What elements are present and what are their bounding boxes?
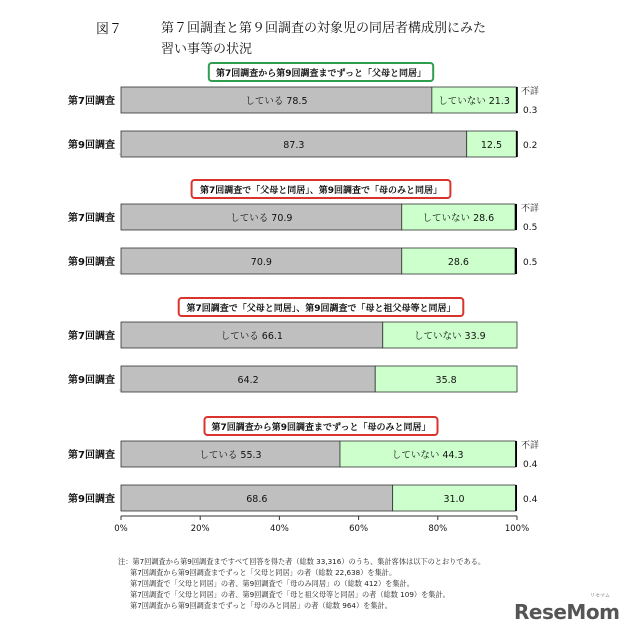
footnote-line: 注：第7回調査から第9回調査まですべて回答を得た者（総数 33,316）のうち、集計客体は以下のとおりである。 [118,557,486,566]
x-axis-tick-label: 0% [114,524,128,534]
data-label-not-doing: していない 33.9 [414,331,486,342]
row-label: 第7回調査 [68,213,115,224]
data-label-not-doing: 31.0 [443,494,465,505]
data-label-doing: している 55.3 [199,450,262,461]
data-label-unknown: 0.5 [523,223,538,233]
watermark-small-text: リセマム [590,593,610,599]
row-label: 第9回調査 [68,140,115,151]
data-label-not-doing: 12.5 [480,140,503,151]
bar-segment-unknown [515,248,517,274]
group-title: 第7回調査から第9回調査までずっと「父母と同居」 [216,69,426,79]
row-label: 第7回調査 [68,96,115,107]
data-label-doing: 70.9 [250,257,272,268]
x-axis-tick-label: 20% [190,524,210,534]
group-title: 第7回調査から第9回調査までずっと「母のみと同居」 [211,423,431,433]
data-label-doing: 68.6 [246,494,268,505]
x-axis-tick-label: 60% [349,524,369,534]
footnotes [118,556,485,611]
bar-segment-unknown [516,87,518,113]
x-axis-tick-label: 40% [269,524,289,534]
figure-number: 図７ [96,22,123,37]
row-label: 第7回調査 [68,331,115,342]
row-label: 第9回調査 [68,257,115,268]
data-label-doing: している 66.1 [220,331,283,342]
row-label: 第7回調査 [68,450,115,461]
chart-title-line-1: 第７回調査と第９回調査の対象児の同居者構成別にみた [161,21,487,36]
data-label-not-doing: していない 28.6 [422,213,495,224]
footnote-line: 第7回調査で「父母と同居」の者、第9回調査で「母と祖父母等と同居」の者（総数 109）を集計。 [130,590,450,599]
data-label-unknown-name: 不詳 [521,87,540,97]
data-label-not-doing: していない 44.3 [391,450,464,461]
data-label-unknown: 0.4 [523,460,538,470]
data-label-doing: している 78.5 [245,96,308,107]
data-label-not-doing: 28.6 [447,257,469,268]
data-label-unknown-name: 不詳 [521,204,540,214]
data-label-not-doing: 35.8 [435,375,457,386]
footnote-line: 第7回調査から第9回調査までずっと「父母と同居」の者（総数 22,638）を集計。 [130,568,397,577]
x-axis-tick-label: 80% [428,524,448,534]
group-title: 第7回調査で「父母と同居」、第9回調査で「母と祖父母等と同居」 [186,304,456,314]
row-label: 第9回調査 [68,494,115,505]
data-label-doing: している 70.9 [230,213,293,224]
data-label-doing: 87.3 [283,140,305,151]
chart-title-line-2: 習い事等の状況 [161,42,253,57]
data-label-doing: 64.2 [237,375,259,386]
data-label-unknown: 0.5 [523,258,538,268]
data-label-unknown: 0.4 [523,495,538,505]
bar-segment-unknown [515,441,517,467]
data-label-unknown-name: 不詳 [521,441,540,451]
data-label-not-doing: していない 21.3 [438,96,510,107]
bar-segment-unknown [515,204,517,230]
bar-segment-unknown [515,485,517,511]
x-axis-tick-label: 100% [504,524,530,534]
footnote-line: 第7回調査から第9回調査までずっと「母のみと同居」の者（総数 964）を集計。 [130,601,392,610]
data-label-unknown: 0.3 [523,106,538,116]
bar-segment-unknown [516,131,518,157]
data-label-unknown: 0.2 [523,141,538,151]
group-title: 第7回調査で「父母と同居」、第9回調査で「母のみと同居」 [199,186,443,196]
row-label: 第9回調査 [68,375,115,386]
watermark-logo: ReseMom [514,600,620,624]
footnote-line: 第7回調査で「父母と同居」の者、第9回調査で「母のみ同居」の（総数 412）を集計。 [130,579,414,588]
